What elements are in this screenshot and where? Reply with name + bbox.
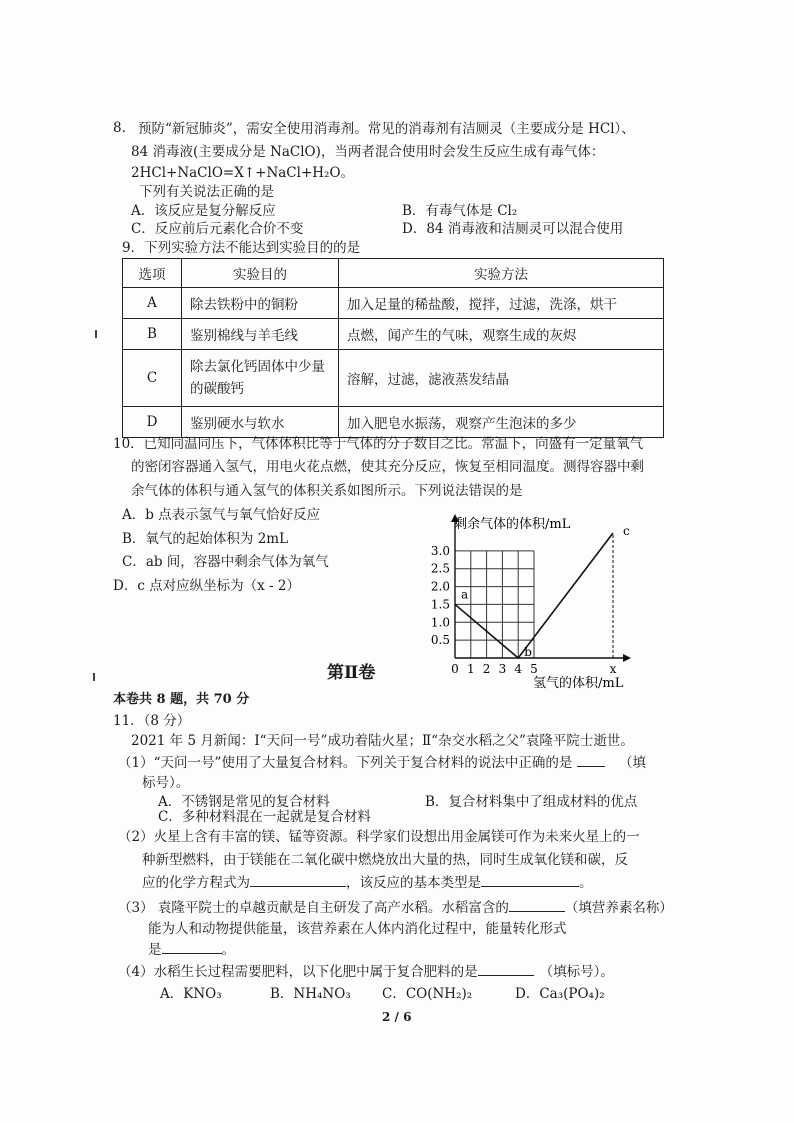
q8-option-b: B．有毒气体是 Cl₂ — [402, 203, 518, 219]
header-option: 选项 — [123, 259, 182, 288]
q10-option-c: C．ab 间，容器中剩余气体为氧气 — [122, 554, 329, 570]
header-method: 实验方法 — [339, 259, 664, 288]
section-title: 第Ⅱ卷 — [327, 663, 376, 683]
chart-y-tick-label: 1.0 — [430, 615, 450, 630]
q10-text-line3: 余气体的体积与通入氢气的体积关系如图所示。下列说法错误的是 — [131, 483, 523, 499]
q10-text-line1: 10．已知同温同压下，气体体积比等于气体的分子数目之比。常温下，向盛有一定量氧气 — [113, 436, 644, 452]
row-method: 溶解，过滤，滤液蒸发结晶 — [339, 350, 664, 407]
answer-blank[interactable] — [478, 975, 534, 976]
q11-part4-line1 — [118, 962, 614, 982]
q11-part2-text: 。 — [579, 875, 593, 891]
q9-stem: 9．下列实验方法不能达到实验目的的是 — [122, 240, 361, 256]
chart-y-tick-label: 0.5 — [430, 633, 450, 648]
chart-y-tick-label: 2.0 — [430, 579, 450, 594]
chart-point-label: c — [623, 524, 630, 538]
q10-option-b: B．氧气的起始体积为 2mL — [122, 531, 289, 547]
page-number: 2 / 6 — [382, 1010, 412, 1024]
q11-part1-line2: 标号）。 — [142, 775, 190, 791]
q11-news: 2021 年 5 月新闻：Ⅰ“天问一号”成功着陆火星；Ⅱ“杂交水稻之父”袁隆平院士逝世。 — [131, 733, 634, 749]
q8-equation: 2HCl+NaClO=X↑+NaCl+H₂O。 — [131, 165, 355, 181]
q11-part2-line1: （2）火星上含有丰富的镁、锰等资源。科学家们设想出用金属镁可作为未来火星上的一 — [118, 829, 640, 845]
q11-part4-option-b: B．NH₄NO₃ — [270, 986, 351, 1002]
q8-number: 8. — [113, 120, 126, 136]
row-method: 加入肥皂水振荡，观察产生泡沫的多少 — [339, 407, 664, 438]
q11-part1-text: （1）“天问一号”使用了大量复合材料。下列关于复合材料的说法中正确的是 — [118, 755, 573, 771]
chart-x-axis-label: 氢气的体积/mL — [533, 676, 624, 691]
chart-x-axis-arrow — [623, 654, 631, 662]
q8-option-d: D．84 消毒液和洁厕灵可以混合使用 — [402, 221, 624, 237]
q11-part3-line2: 能为人和动物提供能量，该营养素在人体内消化过程中，能量转化形式 — [148, 921, 567, 937]
q9-table — [122, 258, 664, 438]
q8-text-line2: 84 消毒液(主要成分是 NaClO)，当两者混合使用时会发生反应生成有毒气体： — [131, 144, 605, 160]
q11-part3-text: 。 — [221, 942, 235, 958]
answer-blank[interactable] — [509, 911, 565, 912]
chart-x-tick-label: 5 — [530, 662, 538, 676]
chart-x-tick-label: x — [609, 662, 617, 676]
q8-text-line1: 预防“新冠肺炎”，需安全使用消毒剂。常见的消毒剂有洁厕灵（主要成分是 HCl）、 — [138, 121, 635, 137]
row-goal: 除去氯化钙固体中少量的碳酸钙 — [182, 350, 339, 407]
q8-stem: 下列有关说法正确的是 — [139, 184, 274, 200]
q11-part3-line3 — [148, 940, 235, 960]
row-option: C — [123, 350, 182, 407]
q8-option-c: C．反应前后元素化合价不变 — [131, 221, 304, 237]
header-goal: 实验目的 — [182, 259, 339, 288]
q11-part2-line2: 种新型燃料，由于镁能在二氧化碳中燃烧放出大量的热，同时生成氧化镁和碳，反 — [142, 852, 628, 868]
q11-part2-text: ，该反应的基本类型是 — [346, 875, 481, 891]
chart-x-tick-label: 2 — [482, 662, 491, 676]
q11-part3-text: （填营养素名称） — [564, 900, 673, 916]
chart-x-tick-label: 3 — [498, 662, 507, 676]
q8-option-a: A．该反应是复分解反应 — [131, 203, 276, 219]
q11-part1-suffix: （填 — [619, 755, 646, 771]
q11-part1-option-c: C．多种材料混在一起就是复合材料 — [158, 809, 371, 825]
table-row — [123, 350, 664, 407]
chart-y-tick-label: 1.5 — [430, 597, 450, 612]
q11-part1-option-a: A．不锈钢是常见的复合材料 — [158, 794, 330, 810]
q11-part4-text: （填标号）。 — [539, 964, 614, 980]
q11-part4-option-d: D．Ca₃(PO₄)₂ — [515, 986, 605, 1002]
q11-part3-line1 — [118, 898, 673, 918]
chart-point-label: b — [524, 645, 532, 659]
answer-blank[interactable] — [481, 886, 579, 887]
q11-part4-text: （4）水稻生长过程需要肥料，以下化肥中属于复合肥料的是 — [118, 964, 478, 980]
q11-part3-text: （3） 袁隆平院士的卓越贡献是自主研发了高产水稻。水稻富含的 — [118, 900, 509, 916]
section-note: 本卷共 8 题，共 70 分 — [113, 692, 250, 707]
row-goal: 鉴别硬水与软水 — [182, 407, 339, 438]
chart-y-axis-label: 剩余气体的体积/mL — [454, 517, 571, 532]
row-method: 点燃，闻产生的气味，观察生成的灰烬 — [339, 319, 664, 350]
chart-y-tick-label: 2.5 — [430, 561, 450, 576]
chart-x-tick-label: 1 — [466, 662, 475, 676]
q11-part2-text: 应的化学方程式为 — [142, 875, 250, 891]
q11-part1-option-b: B．复合材料集中了组成材料的优点 — [425, 794, 638, 810]
answer-blank[interactable] — [250, 886, 346, 887]
answer-blank[interactable] — [162, 953, 222, 954]
q11-part4-option-c: C．CO(NH₂)₂ — [382, 986, 473, 1002]
q11-part4-option-a: A．KNO₃ — [160, 986, 222, 1002]
chart-point-label: a — [461, 587, 469, 602]
q11-part1-line1 — [118, 753, 646, 773]
q11-heading: 11．（8 分） — [113, 713, 191, 729]
row-goal: 除去铁粉中的铜粉 — [182, 288, 339, 319]
scan-mark — [95, 330, 97, 338]
q10-option-a: A．b 点表示氢气与氧气恰好反应 — [122, 507, 321, 523]
row-option: A — [123, 288, 182, 319]
row-goal: 鉴别棉线与羊毛线 — [182, 319, 339, 350]
q11-part3-text: 是 — [148, 942, 162, 958]
chart-x-tick-label: 4 — [514, 662, 523, 676]
answer-blank[interactable] — [577, 766, 605, 767]
q10-option-d: D．c 点对应纵坐标为（x - 2） — [113, 578, 301, 594]
table-row — [123, 407, 664, 438]
table-header-row — [123, 259, 664, 288]
scan-mark — [93, 673, 95, 681]
table-row — [123, 288, 664, 319]
table-row — [123, 319, 664, 350]
row-option: B — [123, 319, 182, 350]
q10-chart — [420, 505, 660, 695]
chart-y-tick-label: 3.0 — [430, 543, 450, 558]
row-option: D — [123, 407, 182, 438]
q11-part2-line3 — [142, 873, 593, 893]
chart-x-tick-label: 0 — [451, 662, 459, 676]
row-method: 加入足量的稀盐酸，搅拌，过滤，洗涤，烘干 — [339, 288, 664, 319]
q10-text-line2: 的密闭容器通入氢气，用电火花点燃，使其充分反应，恢复至相同温度。测得容器中剩 — [131, 459, 644, 475]
